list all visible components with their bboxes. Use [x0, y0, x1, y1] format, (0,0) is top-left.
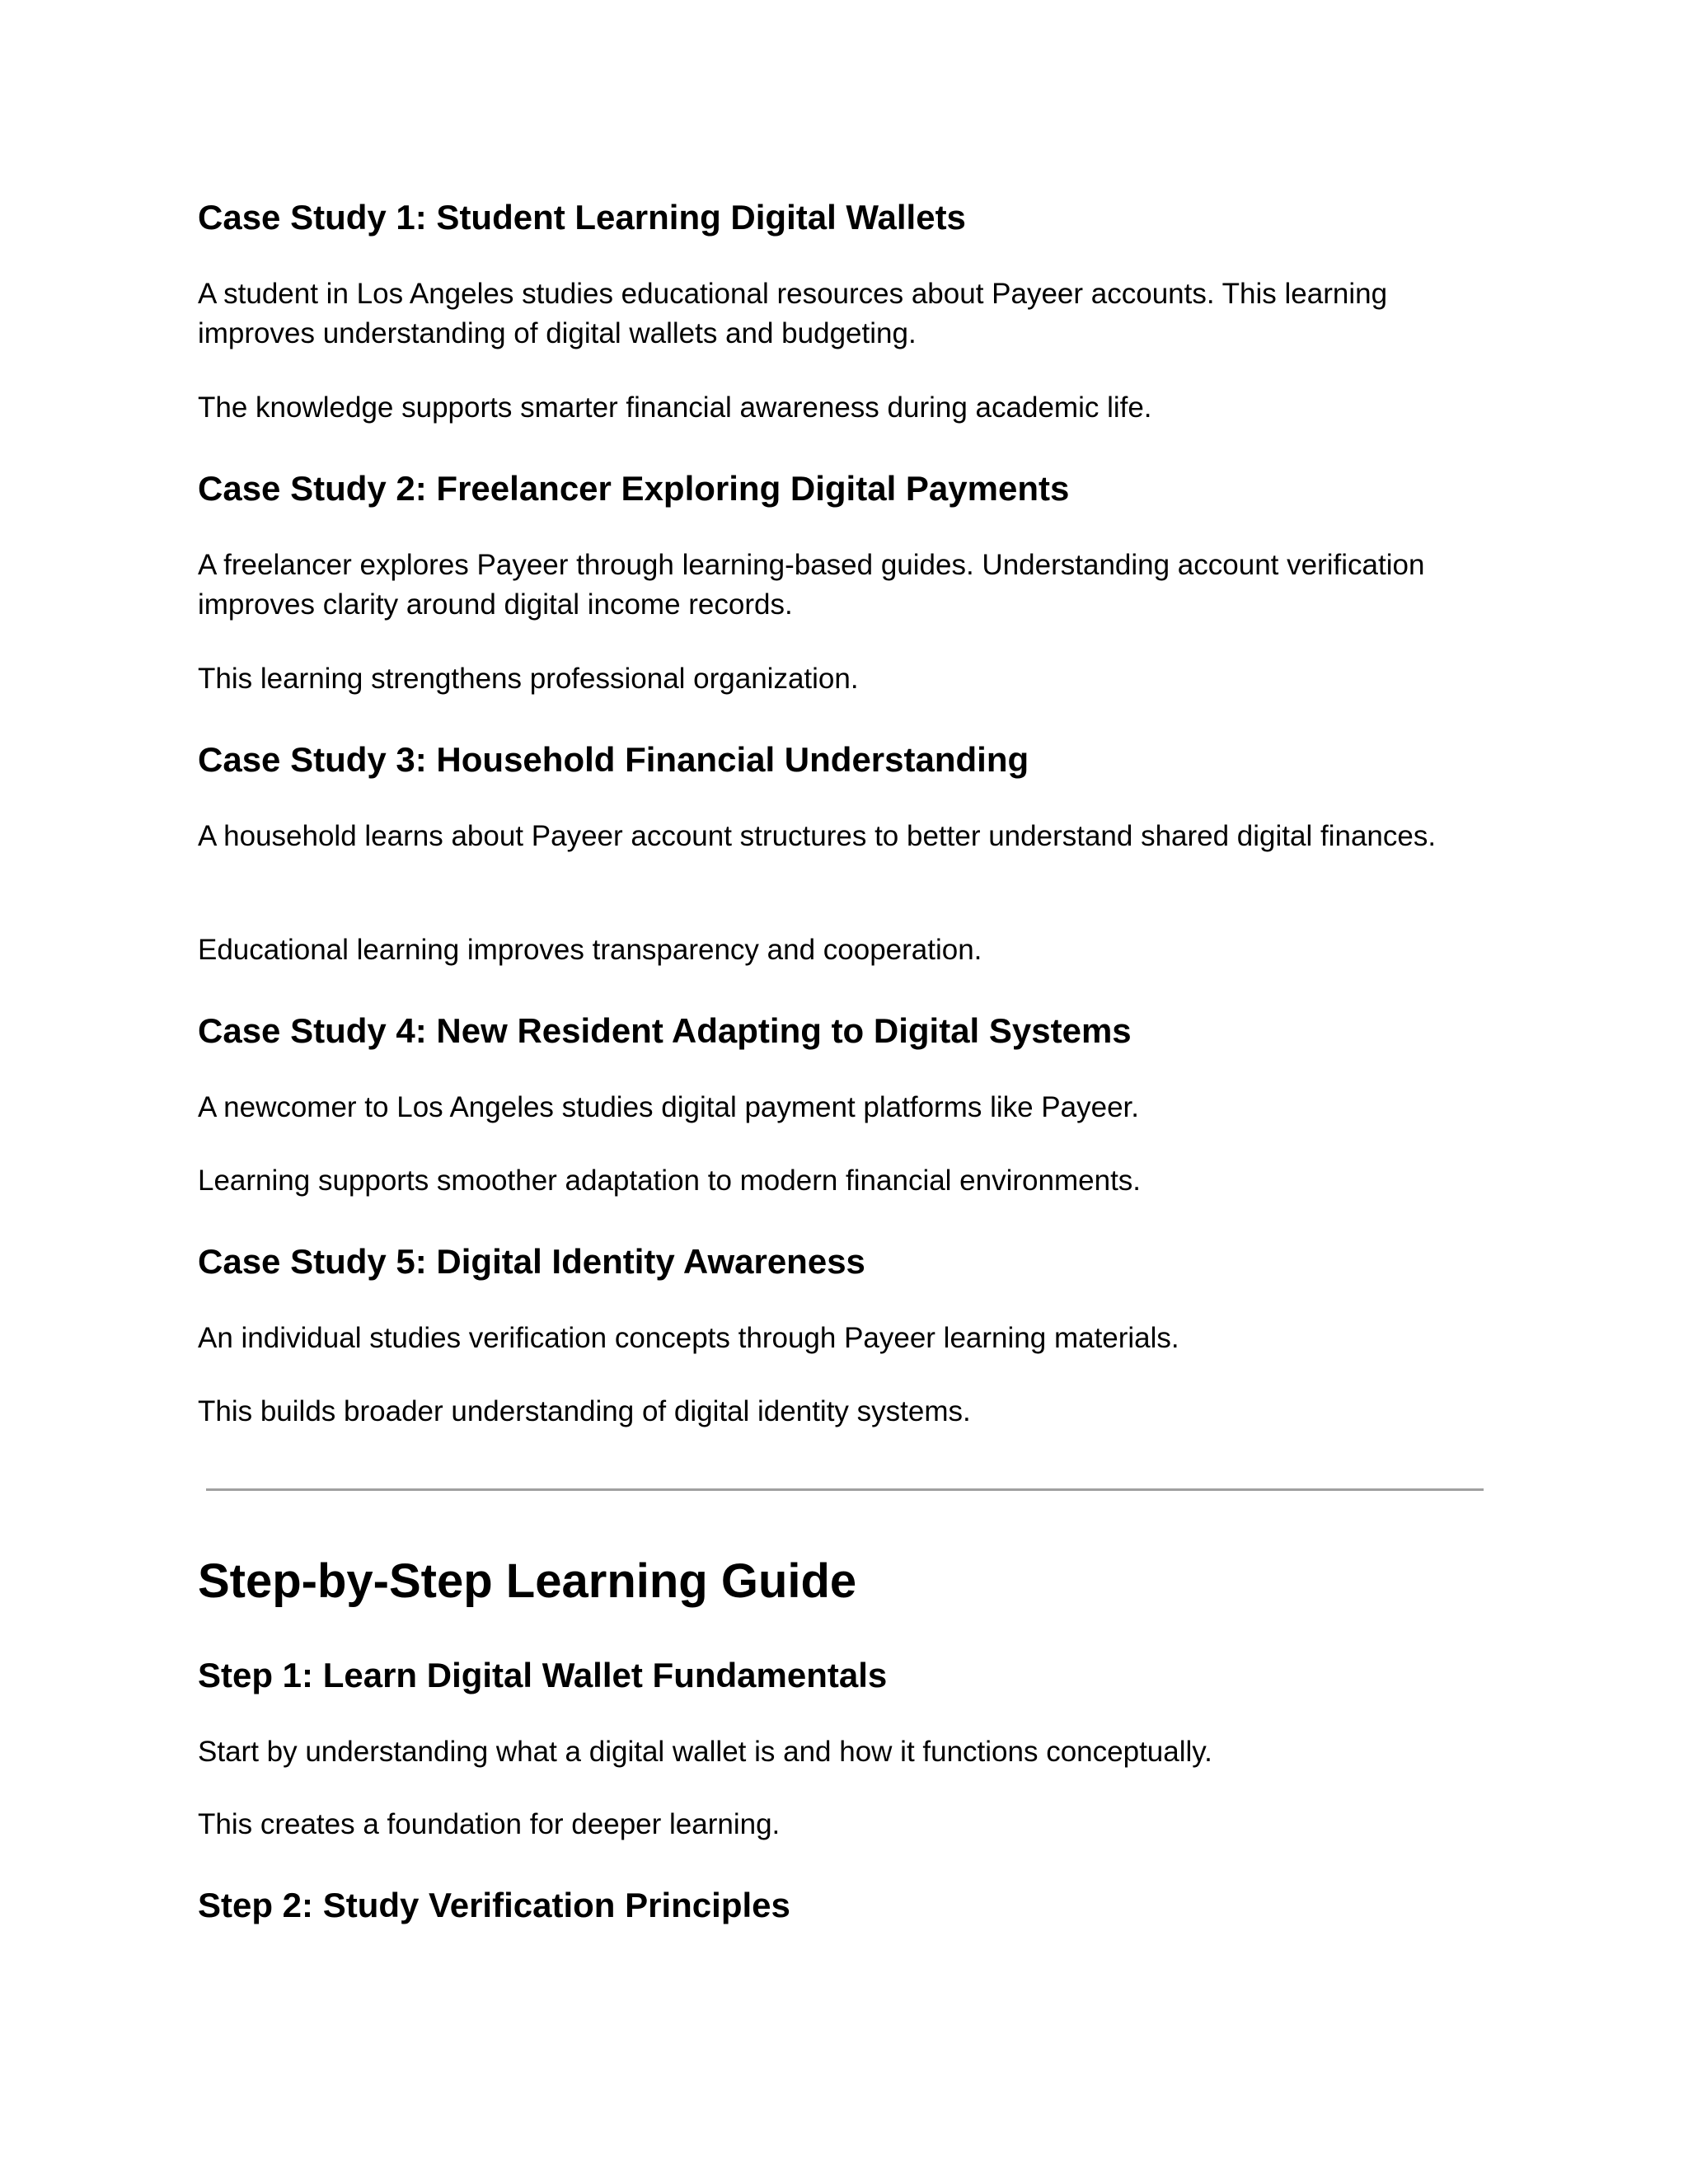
guide-title: Step-by-Step Learning Guide — [198, 1554, 857, 1608]
case-study-1-paragraph-2: The knowledge supports smarter financial awareness during academic life. — [198, 391, 1152, 424]
case-study-2-paragraph-2: This learning strengthens professional organization. — [198, 663, 859, 695]
case-study-5-title: Case Study 5: Digital Identity Awareness — [198, 1242, 865, 1281]
case-study-3-paragraph-1: A household learns about Payeer account structures to better understand shared digital finances. — [198, 820, 1437, 852]
case-study-4-title: Case Study 4: New Resident Adapting to Digital Systems — [198, 1011, 1132, 1050]
case-study-4-paragraph-2: Learning supports smoother adaptation to modern financial environments. — [198, 1165, 1142, 1197]
step-1-title: Step 1: Learn Digital Wallet Fundamentals — [198, 1656, 888, 1694]
case-study-3-paragraph-2: Educational learning improves transparency and cooperation. — [198, 934, 982, 966]
step-2-title: Step 2: Study Verification Principles — [198, 1886, 790, 1924]
case-study-3-title: Case Study 3: Household Financial Understanding — [198, 740, 1029, 779]
section-divider — [206, 1488, 1484, 1491]
case-study-5-paragraph-1: An individual studies verification concepts through Payeer learning materials. — [198, 1322, 1179, 1354]
case-study-1-title: Case Study 1: Student Learning Digital Wallets — [198, 198, 966, 237]
case-study-1-paragraph-1: A student in Los Angeles studies educational resources about Payeer accounts. This learning improves understanding of digital wallets and budgeting. — [198, 278, 1388, 349]
case-study-4-paragraph-1: A newcomer to Los Angeles studies digital payment platforms like Payeer. — [198, 1091, 1139, 1123]
case-study-5-paragraph-2: This builds broader understanding of digital identity systems. — [198, 1395, 971, 1427]
case-study-2-paragraph-1: A freelancer explores Payeer through learning-based guides. Understanding account verification improves clarity around digital income records. — [198, 549, 1425, 621]
case-study-2-title: Case Study 2: Freelancer Exploring Digital Payments — [198, 469, 1070, 508]
step-1-paragraph-2: This creates a foundation for deeper learning. — [198, 1808, 781, 1840]
step-1-paragraph-1: Start by understanding what a digital wallet is and how it functions conceptually. — [198, 1736, 1212, 1768]
